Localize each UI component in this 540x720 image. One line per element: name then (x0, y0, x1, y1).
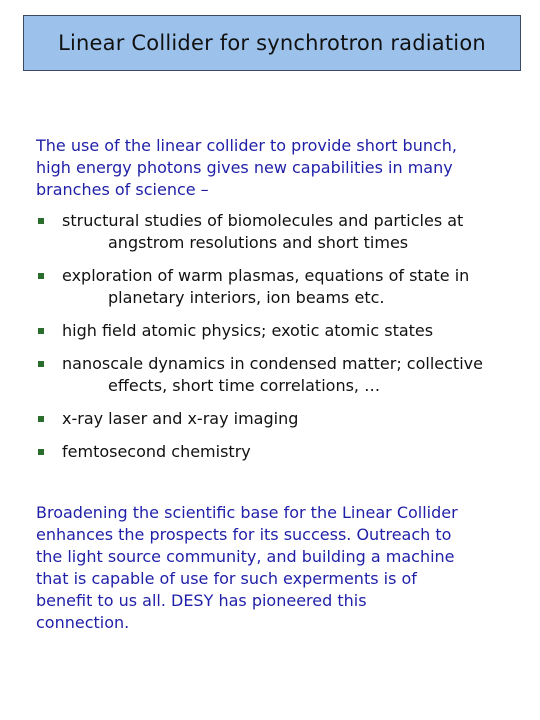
intro-paragraph (36, 135, 526, 201)
bullet-text: structural studies of biomolecules and particles at (62, 211, 464, 230)
bullet-text-continued: effects, short time correlations, … (108, 376, 381, 395)
slide-title: Linear Collider for synchrotron radiation (58, 31, 486, 55)
conclusion-line: the light source community, and building a machine (36, 547, 455, 566)
intro-line: branches of science – (36, 180, 209, 199)
conclusion-paragraph (36, 502, 526, 634)
square-bullet-icon (38, 328, 44, 334)
bullet-item (36, 210, 526, 254)
conclusion-line: connection. (36, 613, 130, 632)
bullet-text: high field atomic physics; exotic atomic states (62, 321, 434, 340)
bullet-item (36, 265, 526, 309)
square-bullet-icon (38, 361, 44, 367)
intro-line: high energy photons gives new capabilities in many (36, 158, 453, 177)
bullet-text-continued: angstrom resolutions and short times (108, 233, 409, 252)
bullet-text-continued: planetary interiors, ion beams etc. (108, 288, 385, 307)
bullet-item (36, 353, 526, 397)
bullet-list (36, 210, 526, 463)
square-bullet-icon (38, 218, 44, 224)
square-bullet-icon (38, 449, 44, 455)
intro-line: The use of the linear collider to provide short bunch, (36, 136, 458, 155)
title-box (23, 15, 521, 71)
square-bullet-icon (38, 416, 44, 422)
bullet-item (36, 320, 526, 342)
bullet-item (36, 441, 526, 463)
bullet-text: exploration of warm plasmas, equations of state in (62, 266, 470, 285)
conclusion-line: benefit to us all. DESY has pioneered this (36, 591, 367, 610)
square-bullet-icon (38, 273, 44, 279)
bullet-text: x-ray laser and x-ray imaging (62, 409, 299, 428)
conclusion-line: that is capable of use for such experments is of (36, 569, 417, 588)
bullet-text: nanoscale dynamics in condensed matter; collective (62, 354, 483, 373)
conclusion-line: enhances the prospects for its success. Outreach to (36, 525, 452, 544)
bullet-text: femtosecond chemistry (62, 442, 251, 461)
conclusion-line: Broadening the scientific base for the Linear Collider (36, 503, 458, 522)
bullet-item (36, 408, 526, 430)
